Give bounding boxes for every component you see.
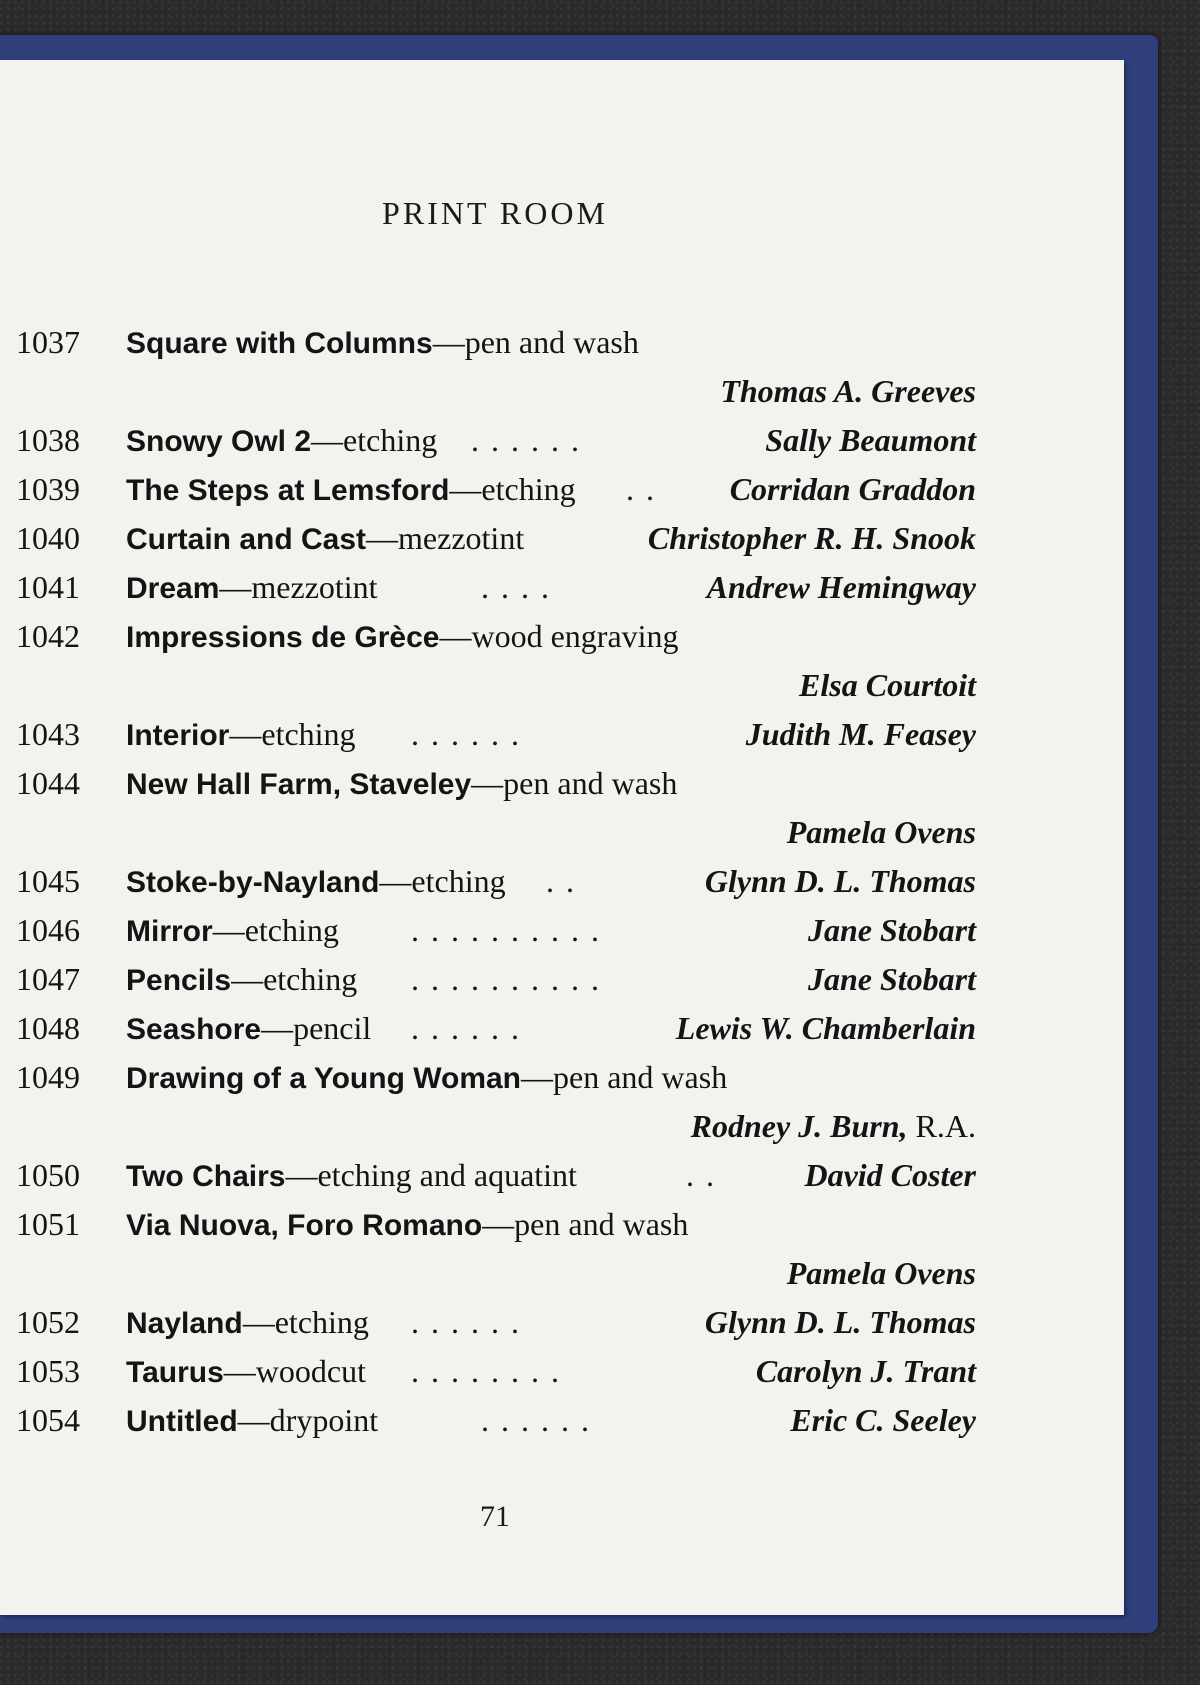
artist-name: Corridan Graddon — [729, 471, 976, 507]
entry-number: 1047 — [16, 961, 80, 997]
artist-name: Eric C. Seeley — [790, 1402, 976, 1438]
entry-number: 1042 — [16, 618, 80, 654]
artist-name: Carolyn J. Trant — [755, 1353, 976, 1389]
entry-medium: —pen and wash — [471, 765, 678, 801]
entry-medium: —drypoint — [237, 1402, 379, 1438]
entry-title-line — [126, 1347, 366, 1397]
catalogue-entry-continuation — [16, 808, 976, 857]
catalogue-entry — [16, 710, 976, 759]
artist-name — [787, 1249, 976, 1298]
entry-medium: —etching — [231, 961, 358, 997]
artist-name — [787, 808, 976, 857]
entry-title: Untitled — [126, 1405, 238, 1438]
leader-dots: . . — [686, 1157, 716, 1193]
leader-dots: . . . . . . — [411, 1010, 521, 1046]
entry-number: 1048 — [16, 1010, 80, 1046]
entry-medium: —etching — [212, 912, 339, 948]
catalogue-entry-continuation — [16, 1249, 976, 1298]
entry-medium: —pen and wash — [521, 1059, 728, 1095]
entry-title-line — [126, 710, 356, 760]
catalogue-entry-continuation — [16, 1102, 976, 1151]
entry-title: Stoke-by-Nayland — [126, 866, 380, 899]
catalogue-entry-continuation — [16, 661, 976, 710]
leader-dots: . . . . . . — [411, 716, 521, 752]
entry-title: Via Nuova, Foro Romano — [126, 1209, 483, 1242]
entry-number: 1044 — [16, 765, 80, 801]
catalogue-entry — [16, 1151, 976, 1200]
book-page — [0, 60, 1124, 1615]
entry-title: Nayland — [126, 1307, 243, 1340]
leader-dots: . . . . . . . . . . — [411, 912, 601, 948]
entry-number: 1038 — [16, 422, 80, 458]
artist-name-text: Pamela Ovens — [786, 1255, 976, 1291]
entry-number: 1046 — [16, 912, 80, 948]
entry-number: 1043 — [16, 716, 80, 752]
entry-title-line — [126, 1298, 369, 1348]
entry-title-line — [126, 1053, 727, 1103]
leader-dots: . . . . . . — [411, 1304, 521, 1340]
entry-title: Curtain and Cast — [126, 523, 367, 556]
entry-number: 1052 — [16, 1304, 80, 1340]
catalogue-entry — [16, 1053, 976, 1102]
entry-medium: —woodcut — [223, 1353, 366, 1389]
artist-name-text: Pamela Ovens — [786, 814, 976, 850]
entry-number: 1049 — [16, 1059, 80, 1095]
entry-medium: —pencil — [261, 1010, 372, 1046]
entry-title-line — [126, 416, 437, 466]
catalogue-entry — [16, 1396, 976, 1445]
entry-title-line — [126, 318, 639, 368]
artist-name-text: Elsa Courtoit — [799, 667, 976, 703]
leader-dots: . . . . . . — [471, 422, 581, 458]
entry-medium: —wood engraving — [439, 618, 679, 654]
entry-title: Drawing of a Young Woman — [126, 1062, 522, 1095]
artist-name — [799, 661, 976, 710]
entry-title: The Steps at Lemsford — [126, 474, 450, 507]
entry-title: New Hall Farm, Staveley — [126, 768, 472, 801]
artist-name-text: Thomas A. Greeves — [720, 373, 976, 409]
entry-number: 1051 — [16, 1206, 80, 1242]
catalogue-entry — [16, 1004, 976, 1053]
entry-title-line — [126, 1200, 688, 1250]
artist-name: David Coster — [804, 1157, 976, 1193]
entry-title-line — [126, 1151, 577, 1201]
catalogue-entry — [16, 906, 976, 955]
catalogue-entry — [16, 955, 976, 1004]
entry-medium: —mezzotint — [219, 569, 378, 605]
entry-title: Dream — [126, 572, 220, 605]
entry-title-line — [126, 1396, 378, 1446]
entry-title: Interior — [126, 719, 230, 752]
catalogue-entry — [16, 612, 976, 661]
artist-name: Andrew Hemingway — [706, 569, 976, 605]
leader-dots: . . . . . . . . . . — [411, 961, 601, 997]
entry-medium: —etching — [229, 716, 356, 752]
artist-name — [691, 1102, 976, 1151]
entry-number: 1041 — [16, 569, 80, 605]
catalogue-entry — [16, 1200, 976, 1249]
entry-number: 1040 — [16, 520, 80, 556]
entry-medium: —mezzotint — [366, 520, 525, 556]
entry-title-line — [126, 563, 378, 613]
artist-name: Jane Stobart — [807, 961, 976, 997]
entry-title: Square with Columns — [126, 327, 433, 360]
catalogue-entry — [16, 1347, 976, 1396]
entry-medium: —pen and wash — [482, 1206, 689, 1242]
entry-title: Seashore — [126, 1013, 262, 1046]
artist-name-text: Rodney J. Burn, — [690, 1108, 908, 1144]
catalogue-entry — [16, 563, 976, 612]
artist-honorific: R.A. — [907, 1108, 976, 1144]
entry-title-line — [126, 1004, 371, 1054]
catalogue-entry — [16, 416, 976, 465]
entry-title-line — [126, 955, 357, 1005]
entry-title-line — [126, 465, 576, 515]
entry-medium: —etching and aquatint — [285, 1157, 577, 1193]
entry-number: 1037 — [16, 324, 80, 360]
catalogue-entry-continuation — [16, 367, 976, 416]
entry-number: 1053 — [16, 1353, 80, 1389]
catalogue-entry — [16, 759, 976, 808]
catalogue-entry — [16, 514, 976, 563]
leader-dots: . . . . — [481, 569, 551, 605]
catalogue-entry — [16, 318, 976, 367]
entry-medium: —etching — [449, 471, 576, 507]
leader-dots: . . — [626, 471, 656, 507]
artist-name: Glynn D. L. Thomas — [704, 1304, 976, 1340]
entry-title: Pencils — [126, 964, 232, 997]
catalogue-entry — [16, 857, 976, 906]
entry-number: 1054 — [16, 1402, 80, 1438]
artist-name: Judith M. Feasey — [745, 716, 976, 752]
entry-medium: —pen and wash — [432, 324, 639, 360]
leader-dots: . . . . . . . . — [411, 1353, 561, 1389]
page-number: 71 — [480, 1500, 510, 1533]
entry-title-line — [126, 906, 339, 956]
entry-title-line — [126, 759, 677, 809]
entry-number: 1039 — [16, 471, 80, 507]
catalogue-entry — [16, 465, 976, 514]
leader-dots: . . . . . . — [481, 1402, 591, 1438]
artist-name: Lewis W. Chamberlain — [675, 1010, 976, 1046]
entry-title: Snowy Owl 2 — [126, 425, 312, 458]
leader-dots: . . — [546, 863, 576, 899]
page-heading: PRINT ROOM — [382, 195, 608, 231]
entry-number: 1045 — [16, 863, 80, 899]
entry-number: 1050 — [16, 1157, 80, 1193]
artist-name: Sally Beaumont — [765, 422, 976, 458]
catalogue-entry — [16, 1298, 976, 1347]
entry-medium: —etching — [242, 1304, 369, 1340]
entry-title: Mirror — [126, 915, 213, 948]
entry-title: Impressions de Grèce — [126, 621, 440, 654]
entry-medium: —etching — [311, 422, 438, 458]
catalogue-list — [16, 318, 976, 1445]
artist-name: Glynn D. L. Thomas — [704, 863, 976, 899]
artist-name: Christopher R. H. Snook — [647, 520, 976, 556]
entry-medium: —etching — [379, 863, 506, 899]
entry-title: Two Chairs — [126, 1160, 286, 1193]
entry-title-line — [126, 612, 679, 662]
entry-title-line — [126, 857, 506, 907]
artist-name: Jane Stobart — [807, 912, 976, 948]
entry-title-line — [126, 514, 524, 564]
artist-name — [720, 367, 976, 416]
entry-title: Taurus — [126, 1356, 224, 1389]
